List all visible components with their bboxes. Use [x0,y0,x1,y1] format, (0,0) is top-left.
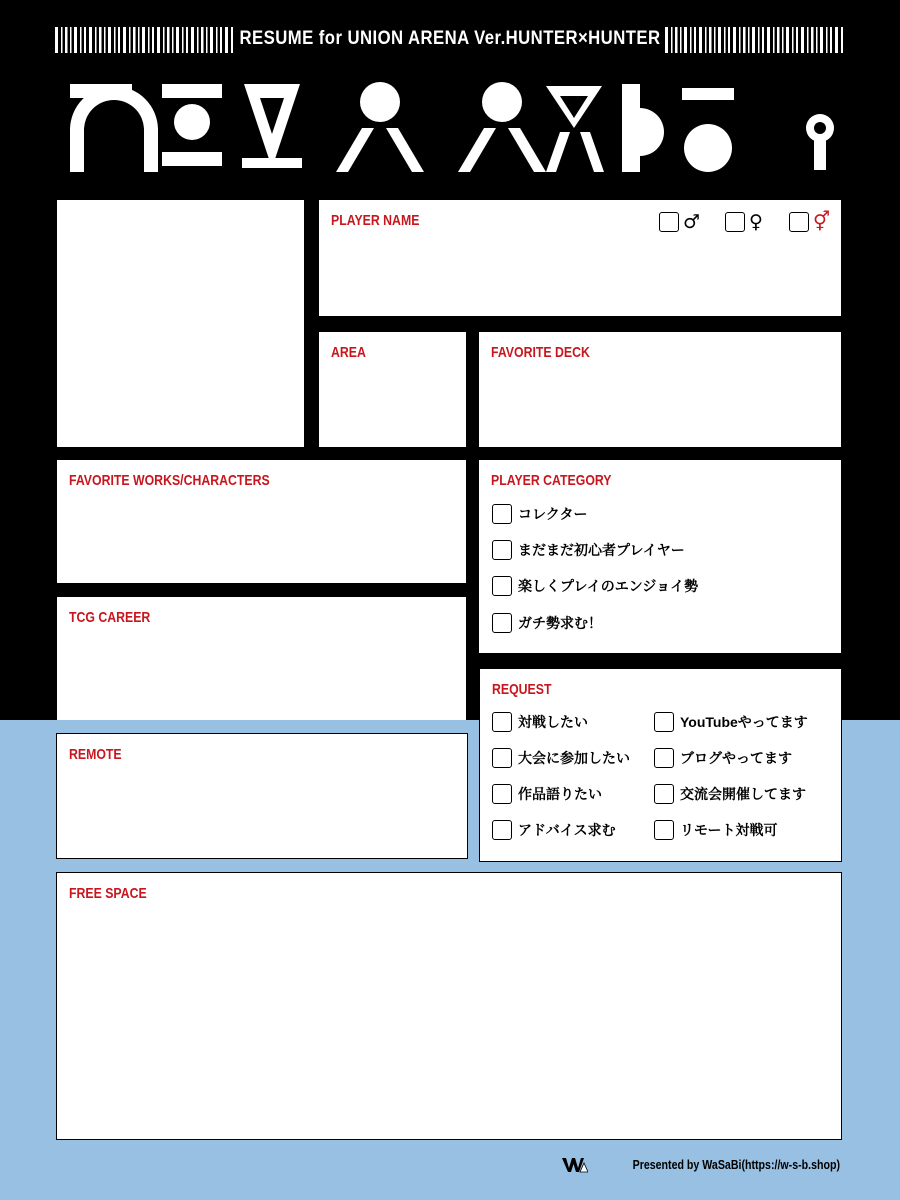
request-checkbox[interactable] [492,820,512,840]
favorite-works-panel[interactable] [57,460,466,583]
gender-other-option[interactable] [789,212,830,232]
category-option-label: まだまだ初心者プレイヤー [518,542,685,558]
free-space-panel[interactable] [56,872,842,1140]
header-title: RESUME for UNION ARENA Ver.HUNTER×HUNTER [239,28,661,49]
category-checkbox[interactable] [492,576,512,596]
request-option-label: リモート対戦可 [680,822,778,838]
favorite-deck-label: FAVORITE DECK [491,344,590,361]
player-name-label: PLAYER NAME [331,212,420,229]
request-checkbox[interactable] [654,784,674,804]
player-category-panel [479,460,841,653]
tcg-career-label: TCG CAREER [69,609,151,626]
other-gender-symbol-icon: ⚥ [813,211,831,233]
request-option[interactable] [654,712,808,732]
area-panel[interactable] [319,332,466,447]
gender-male-option[interactable] [659,212,700,232]
favorite-works-label: FAVORITE WORKS/CHARACTERS [69,472,270,489]
request-option[interactable] [492,748,630,768]
request-option-label: ブログやってます [680,750,792,766]
request-checkbox[interactable] [492,712,512,732]
male-symbol-icon: ♂ [683,211,701,233]
request-checkbox[interactable] [654,820,674,840]
footer-credit: Presented by WaSaBi(https://w-s-b.shop) [632,1158,840,1172]
request-option[interactable] [654,784,806,804]
request-option-label: アドバイス求む [518,822,616,838]
request-option[interactable] [654,820,777,840]
request-option-label: 作品語りたい [518,786,602,802]
tcg-career-panel[interactable] [57,597,466,720]
wasabi-logo-icon [562,1157,588,1173]
request-option[interactable] [492,784,602,804]
request-checkbox[interactable] [492,748,512,768]
request-option-label: 対戦したい [518,714,588,730]
remote-label: REMOTE [69,746,122,763]
favorite-deck-panel[interactable] [479,332,841,447]
category-option-label: ガチ勢求む！ [518,615,602,631]
gender-male-checkbox[interactable] [659,212,679,232]
category-option-label: 楽しくプレイのエンジョイ勢 [518,578,699,594]
request-label: REQUEST [492,681,552,698]
category-option[interactable] [492,540,685,560]
gender-female-checkbox[interactable] [725,212,745,232]
request-checkbox[interactable] [654,748,674,768]
remote-panel[interactable] [56,733,468,859]
request-option[interactable] [492,820,616,840]
request-option-label: 大会に参加したい [518,750,630,766]
request-option[interactable] [492,712,588,732]
request-panel [479,668,842,862]
category-option[interactable] [492,504,587,524]
request-checkbox[interactable] [654,712,674,732]
category-option[interactable] [492,613,602,633]
female-symbol-icon: ♀ [749,211,763,233]
hunter-script-logo-icon [62,78,842,178]
category-checkbox[interactable] [492,540,512,560]
free-space-label: FREE SPACE [69,885,147,902]
request-option[interactable] [654,748,792,768]
player-category-label: PLAYER CATEGORY [491,472,612,489]
gender-other-checkbox[interactable] [789,212,809,232]
gender-female-option[interactable] [725,212,763,232]
request-checkbox[interactable] [492,784,512,804]
category-checkbox[interactable] [492,613,512,633]
request-option-label: 交流会開催してます [680,786,806,802]
request-option-label: YouTubeやってます [680,714,808,730]
category-option[interactable] [492,576,698,596]
category-checkbox[interactable] [492,504,512,524]
area-label: AREA [331,344,366,361]
player-name-panel[interactable] [319,200,841,316]
category-option-label: コレクター [518,506,588,522]
photo-box[interactable] [57,200,304,447]
footer [562,1157,840,1173]
